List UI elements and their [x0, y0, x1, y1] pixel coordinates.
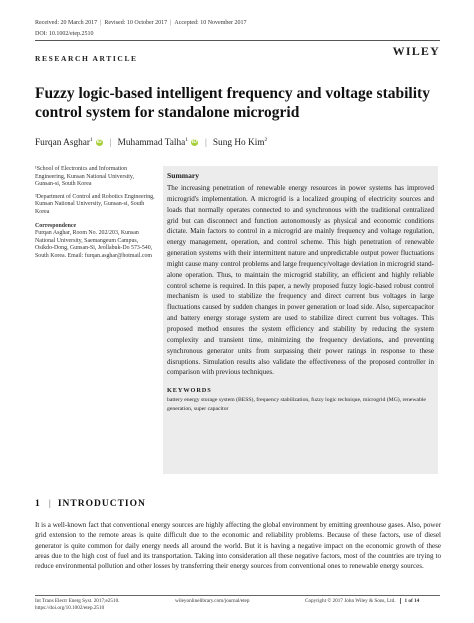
- paper-title: Fuzzy logic-based intelligent frequency and voltage stability control system for standalone microgrid: [35, 85, 430, 121]
- orcid-icon[interactable]: iD: [96, 139, 102, 146]
- correspondence-label: Correspondence: [35, 222, 77, 229]
- received-date: Received: 20 March 2017: [35, 20, 98, 26]
- footer-site[interactable]: wileyonlinelibrary.com/journal/etep: [175, 598, 250, 604]
- section-number: 1: [35, 499, 41, 509]
- footer-journal: [35, 598, 119, 611]
- author-list: Furqan Asghar$^1$ iD | Muhammad Talha$^1$ iD | Sung Ho Kim$^2$: [35, 137, 268, 149]
- article-dates: Received: 20 March 2017 | Revised: 10 October 2017 | Accepted: 10 November 2017: [35, 20, 247, 26]
- section-heading: 1 | INTRODUCTION: [35, 499, 146, 509]
- doi-link[interactable]: https://doi.org/10.1002/etep.2510: [35, 604, 105, 611]
- affiliation: ¹School of Electronics and Information Engineering, Kunsan National University, Gunsan-si, South Korea: [35, 166, 134, 188]
- keywords-text: battery energy storage system (BESS), frequency stabilization, fuzzy logic technique, microgrid (MG), renewable generation, super capacitor: [167, 397, 426, 412]
- article-type: RESEARCH ARTICLE: [35, 54, 138, 63]
- publisher-logo: WILEY: [392, 44, 440, 58]
- affiliation: ²Department of Control and Robotics Engineering, Kunsan National University, Gunsan-si, South Korea: [35, 193, 155, 215]
- journal-citation: Int Trans Electr Energ Syst. 2017;e2510.: [35, 598, 120, 604]
- header-divider: [35, 40, 440, 41]
- author-name[interactable]: Muhammad Talha: [117, 138, 186, 149]
- summary-heading: Summary: [167, 171, 200, 180]
- author-affil-sup: 2: [264, 137, 268, 143]
- section-title: INTRODUCTION: [57, 499, 146, 509]
- author-affil-sup: 1: [185, 137, 188, 143]
- correspondence-text: Furqan Asghar, Room No. 202/203, Kunsan National University, Saemangeum Campus, Osikdo-Dong, Gunsan-Si, Jeollabuk-Do 573-540, South Korea. Email: furqan.asghar@hotmail.com: [35, 230, 153, 259]
- orcid-icon[interactable]: iD: [192, 139, 197, 146]
- keywords-heading: KEYWORDS: [167, 387, 212, 395]
- revised-date: Revised: 10 October 2017: [104, 20, 168, 26]
- copyright-text: Copyright © 2017 John Wiley & Sons, Ltd.: [305, 598, 396, 604]
- accepted-date: Accepted: 10 November 2017: [174, 20, 247, 26]
- doi[interactable]: DOI: 10.1002/etep.2510: [35, 31, 94, 37]
- footer-copyright: [305, 598, 419, 605]
- summary-box: [163, 166, 438, 474]
- page-number: 1 of 14: [400, 598, 420, 604]
- introduction-text: It is a well-known fact that conventional energy sources are highly affecting the global environment by emitting greenhouse gases. Also, power grid extension to the remote areas is quite difficult due to the economic and reliability problems. Because of these factors, use of diesel generator is quite common for daily energy needs all around the world. But it is having a negative impact on the economic growth of these areas due to the high cost of fuel and its transportation. Taking into consideration all these negative factors, most of the countries are trying to reduce environmental pollution and other losses by transferring their energy sources from conventional ones to renewable energy sources.: [35, 521, 441, 570]
- author-affil-sup: 1: [90, 137, 93, 143]
- author-name[interactable]: Sung Ho Kim: [212, 138, 265, 149]
- footer-divider: [35, 595, 440, 596]
- affiliations-column: [35, 166, 155, 266]
- summary-text: The increasing penetration of renewable energy resources in power systems has improved microgrid's implementation. A microgrid is a localized grouping of electricity sources and loads that normally operates connected to and synchronous with the traditional centralized grid but can disconnect and function autonomously as physical and economic conditions dictate. Main factors to control in a microgrid are mainly frequency and voltage regulation, energy management, operation, and control scheme. This high penetration of renewable generation systems with their intermittent nature and unpredictable output power fluctuations might cause many control problems and large frequency/voltage deviation in microgrid stand-alone operation. Thus, to maintain the microgrid stability, an efficient and highly reliable control scheme is required. In this paper, a newly proposed fuzzy logic-based robust control mechanism is used to stabilize the frequency and direct current bus voltages in large fluctuations caused by sudden changes in power generation or load side. Also, supercapacitor and battery energy storage system are used to stabilize direct current bus voltages. This proposed method ensures the system efficiency and stability by reducing the system complexity and transient time, minimizing the frequency deviations, and preventing synchronous generator units from surpassing their power ratings in response to these disruptions. Simulation results also validate the effectiveness of the proposed controller in comparison with previous techniques.: [167, 184, 434, 377]
- author-name[interactable]: Furqan Asghar: [35, 138, 91, 149]
